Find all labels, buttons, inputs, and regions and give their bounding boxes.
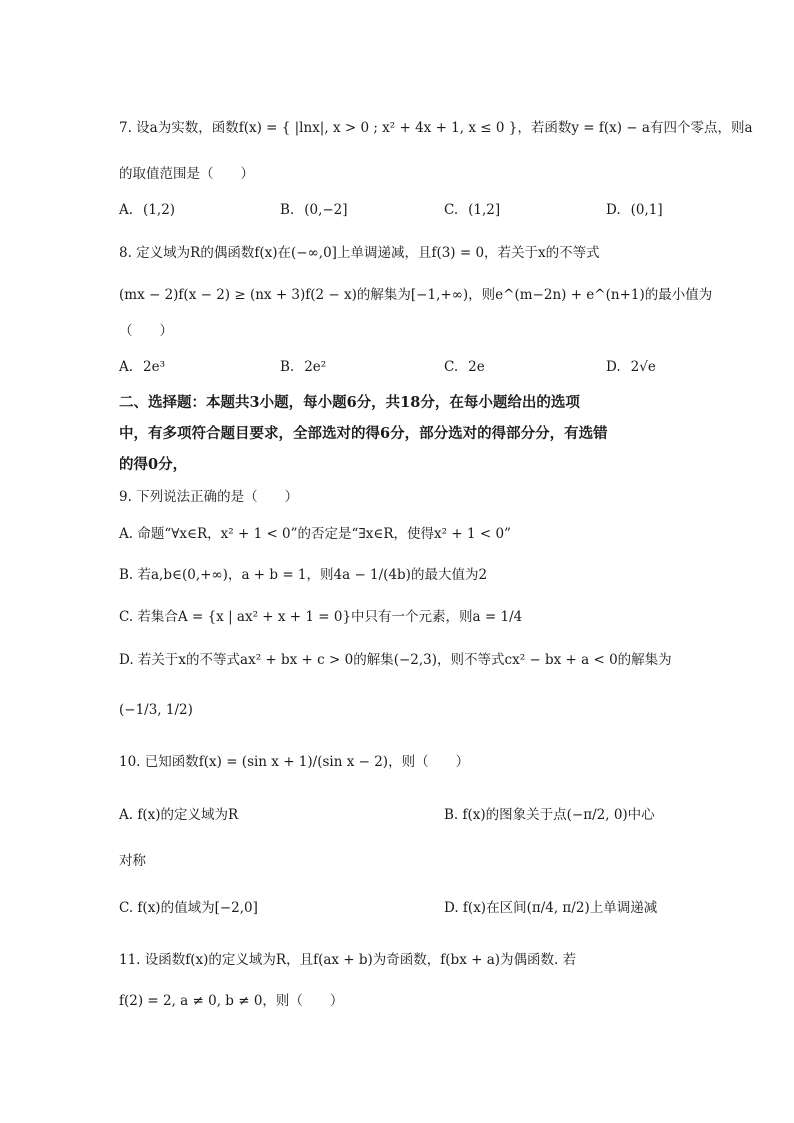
q7-option-c: [444, 200, 500, 220]
q7-line1: 7. 设a为实数，函数f(x) = { |lnx|, x > 0 ; x² + 4x + 1, x ≤ 0 }，若函数y = f(x) − a有四个零点，则a: [119, 120, 753, 136]
option-label: A.: [119, 359, 134, 375]
option-label: B.: [280, 359, 295, 375]
q10-option-b-line2: 对称: [119, 853, 146, 869]
option-label: B.: [280, 202, 295, 218]
option-text: (0,−2]: [304, 202, 348, 218]
q7-line2: 的取值范围是（ ）: [119, 166, 254, 182]
q9-stem: 9. 下列说法正确的是（ ）: [119, 489, 299, 505]
q9-option-a: A. 命题“∀x∈R，x² + 1 < 0”的否定是“∃x∈R，使得x² + 1 < 0”: [119, 526, 511, 542]
option-text: 2√e: [630, 359, 656, 375]
q8-option-b: [280, 357, 326, 377]
section2-line2: 中，有多项符合题目要求，全部选对的得6分，部分选对的得部分分，有选错: [119, 425, 608, 442]
option-text: (1,2]: [468, 202, 501, 218]
option-text: (0,1]: [630, 202, 663, 218]
option-text: (1,2): [143, 202, 176, 218]
section2-line3: 的得0分，: [119, 456, 188, 473]
q11-line2: f(2) = 2, a ≠ 0, b ≠ 0，则（ ）: [119, 993, 344, 1009]
q8-line2: (mx − 2)f(x − 2) ≥ (nx + 3)f(2 − x)的解集为[−1,+∞)，则e^(m−2n) + e^(n+1)的最小值为: [119, 287, 713, 303]
q8-option-a: [119, 357, 165, 377]
q8-line1: 8. 定义域为R的偶函数f(x)在(−∞,0]上单调递减，且f(3) = 0，若关于x的不等式: [119, 245, 600, 261]
section2-line1: 二、选择题：本题共3小题，每小题6分，共18分，在每小题给出的选项: [119, 394, 580, 411]
q8-line3: （ ）: [119, 323, 173, 339]
option-label: A.: [119, 202, 134, 218]
option-label: D.: [606, 359, 621, 375]
option-text: 2e: [468, 359, 485, 375]
q10-option-c: C. f(x)的值域为[−2,0]: [119, 900, 258, 916]
option-label: D.: [606, 202, 621, 218]
q10-option-a: A. f(x)的定义域为R: [119, 807, 239, 823]
q9-option-d-line1: D. 若关于x的不等式ax² + bx + c > 0的解集(−2,3)，则不等式cx² − bx + a < 0的解集为: [119, 652, 672, 668]
q11-line1: 11. 设函数f(x)的定义域为R，且f(ax + b)为奇函数，f(bx + a)为偶函数. 若: [119, 952, 577, 968]
q10-stem: 10. 已知函数f(x) = (sin x + 1)/(sin x − 2)，则（ ）: [119, 754, 470, 770]
q7-option-b: [280, 200, 348, 220]
q9-option-d-line2: (−1/3, 1/2): [119, 702, 193, 718]
q9-option-b: B. 若a,b∈(0,+∞)，a + b = 1，则4a − 1/(4b)的最大值为2: [119, 567, 488, 583]
q10-option-d: D. f(x)在区间(π/4, π/2)上单调递减: [444, 900, 658, 916]
q7-option-a: [119, 200, 175, 220]
q7-option-d: [606, 200, 663, 220]
option-label: C.: [444, 202, 459, 218]
q9-option-c: C. 若集合A = {x | ax² + x + 1 = 0}中只有一个元素，则a = 1/4: [119, 609, 523, 625]
q8-option-d: [606, 357, 656, 377]
option-text: 2e²: [304, 359, 327, 375]
option-text: 2e³: [143, 359, 166, 375]
option-label: C.: [444, 359, 459, 375]
q10-option-b-line1: B. f(x)的图象关于点(−π/2, 0)中心: [444, 807, 655, 823]
q8-option-c: [444, 357, 485, 377]
